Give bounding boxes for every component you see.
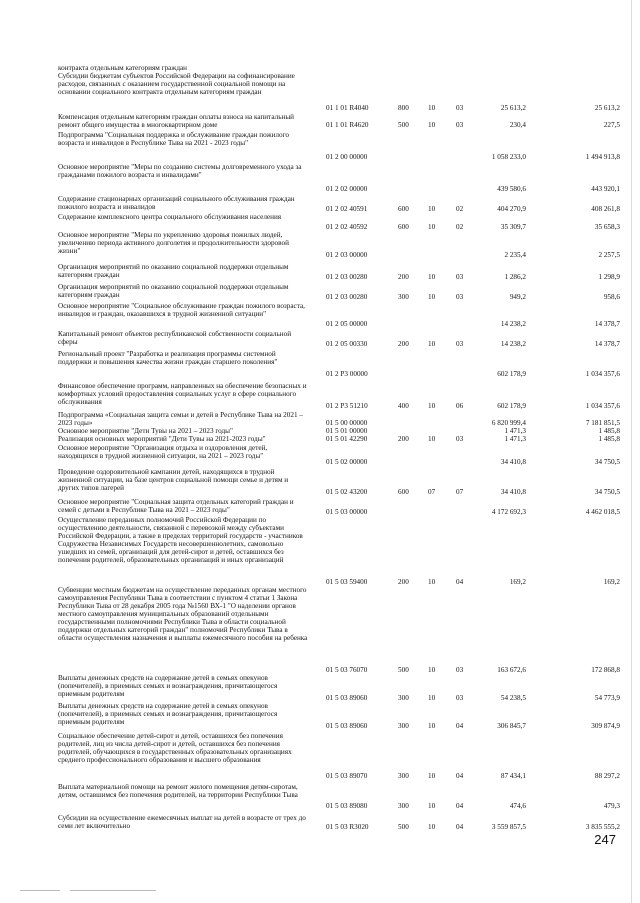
section: 10 [428,104,436,112]
subsection: 04 [456,722,464,730]
item-name: Основное мероприятие "Организация отдыха и оздоровления детей, находящихся в трудной жизненной ситуации, на 2021 – 2023 годы" [58,444,268,460]
item-name: Основное мероприятие "Социальная защита отдельных категорий граждан и семей с детьми в Республике Тыва на 2021 – 2023 годы" [58,498,294,514]
section: 10 [428,666,436,674]
amount-2023: 443 920,1 [591,185,620,193]
section: 10 [428,823,436,831]
amount-2022: 34 410,8 [500,488,526,496]
amount-2022: 439 580,6 [497,185,526,193]
amount-2023: 309 874,9 [591,722,620,730]
item-name: Региональный проект "Разработка и реализация программы системной поддержки и повышения качества жизни граждан старшего поколения" [58,350,278,366]
section: 10 [428,694,436,702]
section: 10 [428,121,436,129]
amount-2023: 172 868,8 [591,666,620,674]
section: 10 [428,435,436,443]
amount-2022: 3 559 857,5 [491,823,526,831]
expense-type: 400 [398,402,409,410]
amount-2022: 1 058 233,0 [491,153,526,161]
item-code: 01 1 01 R4040 [326,104,369,112]
amount-2022: 404 270,9 [497,205,526,213]
section: 10 [428,722,436,730]
section: 10 [428,578,436,586]
amount-2022: 14 238,2 [500,320,526,328]
subsection: 03 [456,273,464,281]
subsection: 06 [456,402,464,410]
expense-type: 500 [398,666,409,674]
item-code: 01 5 03 89070 [326,772,368,780]
item-name: Компенсация отдельным категориям граждан оплаты взноса на капитальный ремонт общего имущества в многоквартирном доме [58,113,295,129]
item-name: Основное мероприятие "Меры по созданию системы долговременного ухода за гражданами пожилого возраста и инвалидами" [58,163,302,179]
item-name: Содержание стационарных организаций социального обслуживания граждан пожилого возраста и инвалидов [58,195,295,211]
amount-2022: 54 238,5 [500,694,526,702]
amount-2023: 1 034 357,6 [585,370,620,378]
amount-2023: 1 494 913,8 [585,153,620,161]
expense-type: 300 [398,802,409,810]
item-code: 01 2 P3 00000 [326,370,368,378]
subsection: 03 [456,435,464,443]
subsection: 04 [456,802,464,810]
item-code: 01 5 02 43200 [326,488,368,496]
amount-2022: 87 434,1 [500,772,526,780]
amount-2023: 34 750,5 [594,488,620,496]
amount-2022: 35 309,7 [500,223,526,231]
page-edge [631,0,632,903]
subsection: 04 [456,772,464,780]
item-code: 01 5 02 00000 [326,458,368,466]
amount-2023: 1 034 357,6 [585,402,620,410]
footer-divider [70,890,156,891]
subsection: 03 [456,340,464,348]
subsection: 04 [456,578,464,586]
item-code: 01 2 05 00000 [326,320,368,328]
amount-2023: 25 613,2 [594,104,620,112]
item-name: Организация мероприятий по оказанию социальной поддержки отдельным категориям граждан [58,263,289,279]
amount-2023: 4 462 018,5 [585,508,620,516]
item-name: Капитальный ремонт объектов республиканской собственности социальной сферы [58,330,292,346]
amount-2023: 88 297,2 [594,772,620,780]
expense-type: 600 [398,205,409,213]
item-code: 01 5 03 R3020 [326,823,369,831]
subsection: 02 [456,205,464,213]
subsection: 07 [456,488,464,496]
subsection: 03 [456,121,464,129]
item-name: Субвенции местным бюджетам на осуществление переданных органам местного самоуправления Республики Тыва в соответствии с пунктом 4 статьи 1 Закона Республики Тыва от 28 декабря 2005 года №1560 ВХ-1 "О наделении органов местного самоуправления муниципальных образований отдельными государственными полномочиями Республики Тыва в области социальной поддержки отдельных категорий граждан" полномочий Республики Тыва в области осуществления назначения и выплаты ежемесячного пособия на ребенка [58,586,308,642]
amount-2022: 1 286,2 [504,273,526,281]
item-code: 01 1 01 R4620 [326,121,369,129]
item-name: Осуществление переданных полномочий Российской Федерации по осуществлению деятельности, связанной с перевозкой между субъектами Российской Федерации, а также в пределах территорий государств - участников Содружества Независимых Государств несовершеннолетних, самовольно ушедших из семей, организаций для детей-сирот и детей, оставшихся без попечения родителей, образовательных организаций и иных организаций [58,516,303,564]
expense-type: 600 [398,488,409,496]
amount-2023: 479,3 [603,802,620,810]
item-name: Организация мероприятий по оказанию социальной поддержки отдельным категориям граждан [58,283,289,299]
amount-2022: 474,6 [509,802,526,810]
amount-2022: 163 672,6 [497,666,526,674]
item-code: 01 5 03 59400 [326,578,368,586]
expense-type: 500 [398,121,409,129]
expense-type: 200 [398,435,409,443]
amount-2023: 1 298,9 [598,273,620,281]
item-name: Основное мероприятие "Меры по укреплению здоровья пожилых людей, увеличению периода активного долголетия и продолжительности здоровой жизни" [58,231,289,255]
amount-2023: 1 485,8 [598,427,620,435]
item-name: Основное мероприятие "Дети Тувы на 2021 – 2023 годы" [58,427,233,435]
expense-type: 200 [398,273,409,281]
amount-2022: 1 471,3 [504,427,526,435]
amount-2023: 169,2 [603,578,620,586]
item-code: 01 2 02 40591 [326,205,368,213]
amount-2023: 54 773,9 [594,694,620,702]
amount-2022: 25 613,2 [500,104,526,112]
expense-type: 200 [398,340,409,348]
footer-divider [20,890,60,891]
section: 07 [428,488,436,496]
item-code: 01 2 02 00000 [326,185,368,193]
item-code: 01 5 00 00000 [326,419,368,427]
amount-2022: 949,2 [509,293,526,301]
expense-type: 300 [398,722,409,730]
amount-2022: 4 172 692,3 [491,508,526,516]
item-name: Основное мероприятие "Социальное обслуживание граждан пожилого возраста, инвалидов и граждан, оказавшихся в трудной жизненной ситуации" [58,302,305,318]
expense-type: 300 [398,293,409,301]
subsection: 04 [456,823,464,831]
expense-type: 300 [398,772,409,780]
amount-2022: 6 820 999,4 [491,419,526,427]
section: 10 [428,802,436,810]
amount-2023: 227,5 [603,121,620,129]
item-name: Проведение оздоровительной кампании детей, находящихся в трудной жизненной ситуации, на базе центров социальной помощи семье и детям и других типов лагерей [58,468,289,492]
item-name: Подпрограмма «Социальная защита семьи и детей в Республике Тыва на 2021 – 2023 годы» [58,411,303,427]
amount-2023: 35 658,3 [594,223,620,231]
item-name: Выплаты денежных средств на содержание детей в семьях опекунов (попечителей), в приемных семьях и вознаграждения, причитающегося приемным родителям [58,674,278,698]
item-code: 01 5 03 89060 [326,694,368,702]
item-code: 01 2 00 00000 [326,153,368,161]
item-code: 01 5 03 76070 [326,666,368,674]
item-name: контракта отдельным категориям граждан [58,64,188,72]
section: 10 [428,340,436,348]
amount-2022: 169,2 [509,578,526,586]
amount-2022: 1 471,3 [504,435,526,443]
item-code: 01 5 01 42290 [326,435,368,443]
item-name: Социальное обеспечение детей-сирот и детей, оставшихся без попечения родителей, лиц из числа детей-сирот и детей, оставшихся без попечения родителей, обучающихся в государственных образовательных организациях среднего профессионального образования и высшего образования [58,732,292,764]
expense-type: 600 [398,223,409,231]
amount-2022: 34 410,8 [500,458,526,466]
amount-2022: 2 235,4 [504,251,526,259]
amount-2023: 2 257,5 [598,251,620,259]
item-name: Содержание комплексного центра социального обслуживания населения [58,213,282,221]
amount-2022: 14 238,2 [500,340,526,348]
item-name: Выплаты денежных средств на содержание детей в семьях опекунов (попечителей), в приемных семьях и вознаграждения, причитающегося приемным родителям [58,702,278,726]
item-code: 01 5 01 00000 [326,427,368,435]
section: 10 [428,273,436,281]
amount-2022: 602 178,9 [497,402,526,410]
subsection: 02 [456,223,464,231]
amount-2022: 602 178,9 [497,370,526,378]
amount-2023: 14 378,7 [594,320,620,328]
amount-2023: 1 485,8 [598,435,620,443]
item-name: Субсидии на осуществление ежемесячных выплат на детей в возрасте от трех до семи лет включительно [58,814,306,830]
amount-2023: 408 261,8 [591,205,620,213]
item-name: Подпрограмма "Социальная поддержка и обслуживание граждан пожилого возраста и инвалидов в Республике Тыва на 2021 - 2023 годы" [58,131,289,147]
item-code: 01 5 03 89060 [326,722,368,730]
amount-2022: 306 845,7 [497,722,526,730]
amount-2023: 3 835 555,2 [585,823,620,831]
subsection: 03 [456,104,464,112]
amount-2023: 34 750,5 [594,458,620,466]
expense-type: 300 [398,694,409,702]
section: 10 [428,772,436,780]
item-code: 01 2 03 00280 [326,293,368,301]
expense-type: 200 [398,578,409,586]
item-code: 01 5 03 00000 [326,508,368,516]
section: 10 [428,223,436,231]
page-number: 247 [594,832,616,847]
amount-2022: 230,4 [509,121,526,129]
section: 10 [428,293,436,301]
expense-type: 500 [398,823,409,831]
amount-2023: 958,6 [603,293,620,301]
item-code: 01 2 02 40592 [326,223,368,231]
item-name: Выплата материальной помощи на ремонт жилого помещения детям-сиротам, детям, оставшимся без попечения родителей, на территории Республики Тыва [58,783,298,799]
item-name: Финансовое обеспечение программ, направленных на обеспечение безопасных и комфортных условий предоставления социальных услуг в сфере социального обслуживания [58,382,307,406]
item-code: 01 5 03 89080 [326,802,368,810]
section: 10 [428,402,436,410]
section: 10 [428,205,436,213]
amount-2023: 14 378,7 [594,340,620,348]
amount-2023: 7 181 851,5 [585,419,620,427]
subsection: 03 [456,293,464,301]
item-code: 01 2 03 00280 [326,273,368,281]
item-code: 01 2 03 00000 [326,251,368,259]
item-name: Реализация основных мероприятий "Дети Тувы на 2021-2023 годы" [58,435,266,443]
item-name: Субсидии бюджетам субъектов Российской Федерации на софинансирование расходов, связанных с оказанием государственной социальной помощи на основании социального контракта отдельным категориям граждан [58,72,295,96]
subsection: 03 [456,666,464,674]
item-code: 01 2 P3 51210 [326,402,368,410]
subsection: 03 [456,694,464,702]
item-code: 01 2 05 00330 [326,340,368,348]
expense-type: 800 [398,104,409,112]
